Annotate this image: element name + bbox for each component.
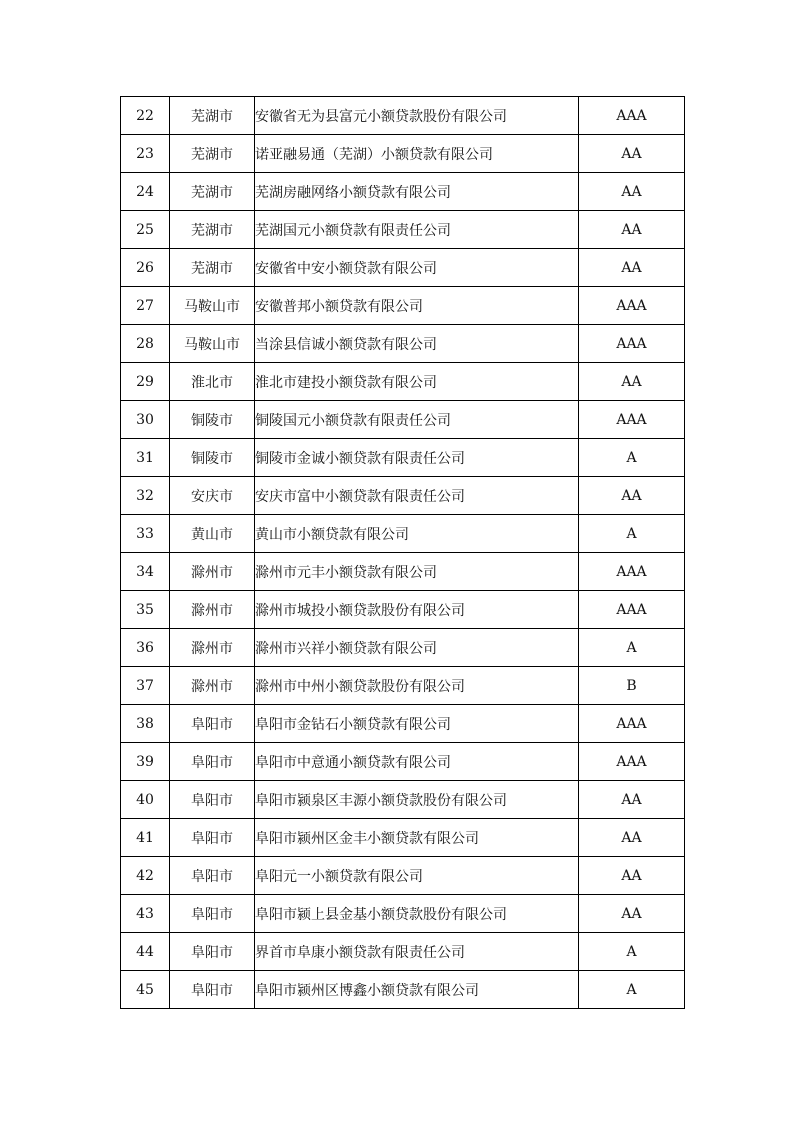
table-row <box>121 629 685 667</box>
table-row <box>121 363 685 401</box>
table-row <box>121 515 685 553</box>
row-city: 阜阳市 <box>170 819 255 857</box>
row-number: 30 <box>121 401 170 439</box>
row-company-name: 铜陵市金诚小额贷款有限责任公司 <box>255 439 579 477</box>
table-row <box>121 135 685 173</box>
row-rating-grade: AA <box>579 781 685 819</box>
row-rating-grade: AA <box>579 135 685 173</box>
row-company-name: 安徽省中安小额贷款有限公司 <box>255 249 579 287</box>
table-row <box>121 971 685 1009</box>
row-city: 阜阳市 <box>170 781 255 819</box>
row-rating-grade: AA <box>579 819 685 857</box>
row-city: 芜湖市 <box>170 135 255 173</box>
row-rating-grade: AAA <box>579 743 685 781</box>
row-number: 36 <box>121 629 170 667</box>
table-row <box>121 173 685 211</box>
row-number: 39 <box>121 743 170 781</box>
table-row <box>121 249 685 287</box>
row-number: 24 <box>121 173 170 211</box>
row-company-name: 阜阳市中意通小额贷款有限公司 <box>255 743 579 781</box>
row-company-name: 滁州市元丰小额贷款有限公司 <box>255 553 579 591</box>
table-row <box>121 819 685 857</box>
table-row <box>121 211 685 249</box>
row-rating-grade: AAA <box>579 553 685 591</box>
row-city: 马鞍山市 <box>170 287 255 325</box>
row-company-name: 阜阳市颍上县金基小额贷款股份有限公司 <box>255 895 579 933</box>
row-number: 45 <box>121 971 170 1009</box>
table-row <box>121 667 685 705</box>
row-rating-grade: AAA <box>579 287 685 325</box>
table-row <box>121 325 685 363</box>
row-city: 芜湖市 <box>170 249 255 287</box>
table-row <box>121 705 685 743</box>
row-city: 安庆市 <box>170 477 255 515</box>
row-number: 38 <box>121 705 170 743</box>
row-city: 芜湖市 <box>170 173 255 211</box>
table-body <box>121 97 685 1009</box>
row-company-name: 黄山市小额贷款有限公司 <box>255 515 579 553</box>
row-company-name: 安徽普邦小额贷款有限公司 <box>255 287 579 325</box>
row-company-name: 芜湖房融网络小额贷款有限公司 <box>255 173 579 211</box>
table-row <box>121 743 685 781</box>
table-row <box>121 439 685 477</box>
row-rating-grade: A <box>579 629 685 667</box>
row-city: 芜湖市 <box>170 97 255 135</box>
row-rating-grade: A <box>579 515 685 553</box>
row-company-name: 芜湖国元小额贷款有限责任公司 <box>255 211 579 249</box>
row-number: 27 <box>121 287 170 325</box>
row-city: 滁州市 <box>170 553 255 591</box>
row-number: 26 <box>121 249 170 287</box>
row-rating-grade: AA <box>579 211 685 249</box>
row-company-name: 淮北市建投小额贷款有限公司 <box>255 363 579 401</box>
row-rating-grade: AAA <box>579 591 685 629</box>
row-city: 阜阳市 <box>170 971 255 1009</box>
row-company-name: 阜阳市颍州区博鑫小额贷款有限公司 <box>255 971 579 1009</box>
row-number: 23 <box>121 135 170 173</box>
row-city: 滁州市 <box>170 667 255 705</box>
row-city: 淮北市 <box>170 363 255 401</box>
table-row <box>121 287 685 325</box>
row-rating-grade: AAA <box>579 705 685 743</box>
loan-company-rating-table <box>120 96 685 1009</box>
row-city: 芜湖市 <box>170 211 255 249</box>
row-company-name: 阜阳市颍州区金丰小额贷款有限公司 <box>255 819 579 857</box>
row-city: 滁州市 <box>170 591 255 629</box>
row-number: 31 <box>121 439 170 477</box>
row-number: 29 <box>121 363 170 401</box>
row-city: 阜阳市 <box>170 743 255 781</box>
row-city: 阜阳市 <box>170 895 255 933</box>
table-row <box>121 553 685 591</box>
row-city: 铜陵市 <box>170 439 255 477</box>
table-row <box>121 591 685 629</box>
row-number: 44 <box>121 933 170 971</box>
row-rating-grade: A <box>579 933 685 971</box>
table-row <box>121 477 685 515</box>
table-row <box>121 857 685 895</box>
row-rating-grade: AAA <box>579 325 685 363</box>
row-number: 28 <box>121 325 170 363</box>
row-company-name: 当涂县信诚小额贷款有限公司 <box>255 325 579 363</box>
row-rating-grade: AAA <box>579 97 685 135</box>
table-row <box>121 401 685 439</box>
row-company-name: 界首市阜康小额贷款有限责任公司 <box>255 933 579 971</box>
row-rating-grade: A <box>579 971 685 1009</box>
row-city: 铜陵市 <box>170 401 255 439</box>
row-company-name: 滁州市兴祥小额贷款有限公司 <box>255 629 579 667</box>
row-number: 41 <box>121 819 170 857</box>
row-company-name: 阜阳市金钻石小额贷款有限公司 <box>255 705 579 743</box>
row-company-name: 铜陵国元小额贷款有限责任公司 <box>255 401 579 439</box>
row-rating-grade: A <box>579 439 685 477</box>
row-city: 马鞍山市 <box>170 325 255 363</box>
row-rating-grade: AA <box>579 363 685 401</box>
row-rating-grade: AA <box>579 249 685 287</box>
row-city: 阜阳市 <box>170 933 255 971</box>
row-number: 43 <box>121 895 170 933</box>
row-number: 22 <box>121 97 170 135</box>
row-company-name: 滁州市城投小额贷款股份有限公司 <box>255 591 579 629</box>
row-rating-grade: AA <box>579 857 685 895</box>
row-number: 42 <box>121 857 170 895</box>
row-company-name: 安庆市富中小额贷款有限责任公司 <box>255 477 579 515</box>
row-company-name: 滁州市中州小额贷款股份有限公司 <box>255 667 579 705</box>
table-row <box>121 781 685 819</box>
row-number: 40 <box>121 781 170 819</box>
row-number: 32 <box>121 477 170 515</box>
table-row <box>121 97 685 135</box>
row-number: 34 <box>121 553 170 591</box>
row-number: 35 <box>121 591 170 629</box>
row-number: 33 <box>121 515 170 553</box>
row-city: 黄山市 <box>170 515 255 553</box>
row-company-name: 阜阳市颍泉区丰源小额贷款股份有限公司 <box>255 781 579 819</box>
row-rating-grade: B <box>579 667 685 705</box>
row-rating-grade: AA <box>579 895 685 933</box>
table-row <box>121 895 685 933</box>
row-city: 滁州市 <box>170 629 255 667</box>
row-company-name: 诺亚融易通（芜湖）小额贷款有限公司 <box>255 135 579 173</box>
row-rating-grade: AAA <box>579 401 685 439</box>
row-company-name: 安徽省无为县富元小额贷款股份有限公司 <box>255 97 579 135</box>
row-rating-grade: AA <box>579 477 685 515</box>
row-number: 25 <box>121 211 170 249</box>
table-row <box>121 933 685 971</box>
row-number: 37 <box>121 667 170 705</box>
row-city: 阜阳市 <box>170 857 255 895</box>
row-company-name: 阜阳元一小额贷款有限公司 <box>255 857 579 895</box>
row-city: 阜阳市 <box>170 705 255 743</box>
row-rating-grade: AA <box>579 173 685 211</box>
